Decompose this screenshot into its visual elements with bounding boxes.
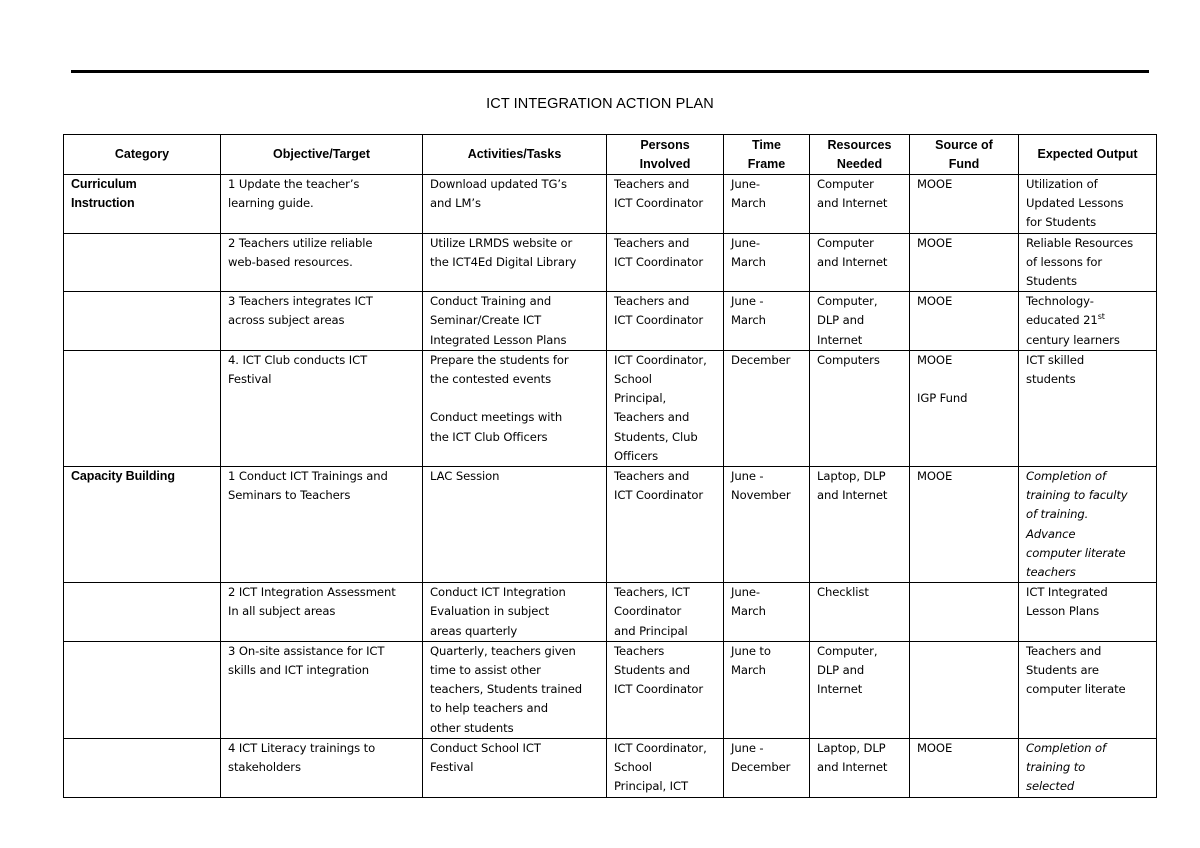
cell-text: the ICT Club Officers (430, 429, 548, 444)
cell-text: Principal, (614, 391, 667, 406)
cell-text: 4. ICT Club conducts ICT (228, 352, 368, 367)
cell-text: Laptop, DLP (817, 469, 886, 484)
cell-category (64, 467, 221, 583)
cell-text: Teachers (614, 643, 665, 658)
cell-text: December (731, 352, 791, 367)
cell-activities (423, 175, 607, 234)
cell-fund (910, 738, 1019, 797)
cell-text: Teachers and (1026, 643, 1102, 658)
cell-text: MOOE (917, 469, 953, 484)
cell-activities (423, 583, 607, 642)
cell-text: June to (731, 643, 771, 658)
cell-text: Students, Club (614, 429, 698, 444)
cell-objective (221, 292, 423, 351)
cell-text: 2 ICT Integration Assessment (228, 585, 396, 600)
cell-text: Download updated TG’s (430, 177, 567, 191)
header-output: Expected Output (1019, 135, 1157, 175)
cell-resources (810, 292, 910, 351)
cell-text: LAC Session (430, 469, 500, 484)
cell-text: time to assist other (430, 663, 541, 678)
cell-objective (221, 641, 423, 738)
cell-text: ICT Coordinator, (614, 352, 707, 367)
cell-text: teachers, Students trained (430, 682, 583, 697)
cell-text: Computer, (817, 294, 878, 309)
cell-text: Festival (430, 760, 474, 775)
cell-persons (607, 467, 724, 583)
cell-resources (810, 467, 910, 583)
cell-time (724, 175, 810, 234)
cell-text: other students (430, 720, 514, 735)
cell-text: ICT Coordinator (614, 682, 704, 697)
cell-activities (423, 292, 607, 351)
cell-output (1019, 738, 1157, 797)
cell-text: 1 Conduct ICT Trainings and (228, 469, 388, 484)
cell-time (724, 583, 810, 642)
cell-activities (423, 641, 607, 738)
cell-text: Utilization of (1026, 177, 1098, 191)
cell-text: Officers (614, 448, 659, 463)
cell-text: ICT skilled (1026, 352, 1085, 367)
cell-output (1019, 350, 1157, 466)
cell-text: Students are (1026, 663, 1099, 678)
cell-text: selected (1026, 779, 1075, 794)
header-time-frame: Time Frame (724, 135, 810, 175)
cell-text: ICT Coordinator (614, 488, 704, 503)
cell-output (1019, 233, 1157, 292)
cell-text: June - (731, 469, 764, 484)
cell-text: December (731, 760, 791, 775)
cell-text: Updated Lessons (1026, 196, 1124, 211)
cell-objective (221, 467, 423, 583)
cell-activities (423, 233, 607, 292)
header-category: Category (64, 135, 221, 175)
cell-text: for Students (1026, 215, 1097, 230)
cell-fund (910, 233, 1019, 292)
cell-objective (221, 738, 423, 797)
cell-persons (607, 175, 724, 234)
cell-text: Students and (614, 663, 690, 678)
cell-text: MOOE (917, 235, 953, 250)
cell-text: across subject areas (228, 313, 345, 328)
cell-text: June- (731, 235, 760, 250)
cell-text: Conduct meetings with (430, 410, 563, 425)
cell-text: the ICT4Ed Digital Library (430, 254, 577, 269)
table-row (64, 350, 1157, 466)
cell-text: Conduct ICT Integration (430, 585, 566, 600)
cell-text: Technology- (1026, 294, 1094, 309)
cell-time (724, 641, 810, 738)
cell-text: ICT Coordinator (614, 254, 704, 269)
table-row (64, 233, 1157, 292)
cell-text: and Internet (817, 760, 888, 775)
cell-time (724, 350, 810, 466)
cell-persons (607, 233, 724, 292)
cell-time (724, 467, 810, 583)
cell-text: March (731, 604, 766, 619)
cell-text: DLP and (817, 313, 865, 328)
cell-text: learning guide. (228, 196, 314, 211)
cell-text: March (731, 196, 766, 211)
cell-text: Teachers and (614, 294, 690, 309)
cell-resources (810, 175, 910, 234)
cell-text: skills and ICT integration (228, 663, 370, 678)
cell-text: Advance (1026, 526, 1076, 541)
cell-text: Reliable Resources (1026, 235, 1134, 250)
cell-text: Conduct School ICT (430, 740, 541, 755)
cell-activities (423, 467, 607, 583)
cell-persons (607, 641, 724, 738)
cell-text: Seminars to Teachers (228, 488, 351, 503)
cell-activities (423, 738, 607, 797)
cell-text: teachers (1026, 565, 1076, 580)
cell-text: Computer (817, 235, 874, 250)
cell-output (1019, 175, 1157, 234)
cell-category (64, 292, 221, 351)
cell-output (1019, 467, 1157, 583)
cell-text: areas quarterly (430, 623, 518, 638)
cell-resources (810, 233, 910, 292)
cell-fund (910, 292, 1019, 351)
cell-fund (910, 175, 1019, 234)
cell-text: Evaluation in subject (430, 604, 550, 619)
cell-text: Curriculum (71, 177, 137, 191)
cell-objective (221, 175, 423, 234)
top-rule (71, 70, 1149, 73)
document-title: ICT INTEGRATION ACTION PLAN (486, 96, 714, 112)
cell-persons (607, 738, 724, 797)
cell-text: Completion of (1026, 740, 1106, 755)
cell-text: School (614, 372, 652, 387)
cell-fund (910, 350, 1019, 466)
cell-text: web-based resources. (228, 254, 353, 269)
header-resources: Resources Needed (810, 135, 910, 175)
cell-category (64, 738, 221, 797)
cell-category (64, 350, 221, 466)
cell-text: educated 21 (1026, 313, 1098, 328)
cell-text: and Internet (817, 488, 888, 503)
cell-text: Lesson Plans (1026, 604, 1100, 619)
cell-text: training to faculty (1026, 488, 1128, 503)
cell-text: computer literate (1026, 545, 1126, 560)
line-gap (917, 370, 1014, 389)
cell-persons (607, 583, 724, 642)
cell-time (724, 738, 810, 797)
cell-text: Checklist (817, 585, 869, 600)
cell-text: Teachers and (614, 410, 690, 425)
cell-text: March (731, 254, 766, 269)
cell-text: June- (731, 585, 760, 600)
header-objective: Objective/Target (221, 135, 423, 175)
cell-resources (810, 738, 910, 797)
cell-text: century learners (1026, 332, 1120, 347)
cell-text: June- (731, 177, 760, 191)
cell-time (724, 233, 810, 292)
table-row (64, 738, 1157, 797)
superscript-text: st (1097, 312, 1105, 322)
cell-text: ICT Coordinator, (614, 740, 707, 755)
cell-text: MOOE (917, 177, 953, 191)
cell-text: DLP and (817, 663, 865, 678)
cell-text: Utilize LRMDS website or (430, 235, 573, 250)
cell-text: Completion of (1026, 469, 1106, 484)
cell-text: Computers (817, 352, 880, 367)
cell-time (724, 292, 810, 351)
table-row (64, 292, 1157, 351)
cell-fund (910, 583, 1019, 642)
cell-resources (810, 641, 910, 738)
cell-text: and Internet (817, 254, 888, 269)
cell-text: Quarterly, teachers given (430, 643, 576, 658)
cell-output (1019, 583, 1157, 642)
cell-text: Prepare the students for (430, 352, 569, 367)
cell-text: Conduct Training and (430, 294, 552, 309)
header-fund: Source of Fund (910, 135, 1019, 175)
cell-fund (910, 641, 1019, 738)
cell-text: and Principal (614, 623, 688, 638)
cell-text: Computer, (817, 643, 878, 658)
cell-category (64, 233, 221, 292)
cell-text: 1 Update the teacher’s (228, 177, 360, 191)
cell-text: 3 Teachers integrates ICT (228, 294, 373, 309)
cell-text: of training. (1026, 507, 1089, 522)
cell-persons (607, 350, 724, 466)
cell-text: Teachers and (614, 177, 690, 191)
cell-text: Festival (228, 372, 272, 387)
cell-output (1019, 641, 1157, 738)
cell-text: March (731, 313, 766, 328)
cell-text: Teachers, ICT (614, 585, 690, 600)
cell-objective (221, 583, 423, 642)
table-row (64, 641, 1157, 738)
line-gap (430, 389, 602, 408)
table-row (64, 467, 1157, 583)
cell-text: MOOE (917, 294, 953, 309)
cell-text: Internet (817, 332, 863, 347)
cell-text: Seminar/Create ICT (430, 313, 542, 328)
cell-category (64, 583, 221, 642)
cell-text: June - (731, 294, 764, 309)
cell-objective (221, 233, 423, 292)
action-plan-table (63, 134, 1157, 798)
cell-text: Internet (817, 682, 863, 697)
cell-text: Laptop, DLP (817, 740, 886, 755)
cell-text: November (731, 488, 791, 503)
cell-text: Instruction (71, 196, 135, 211)
cell-text: of lessons for (1026, 254, 1103, 269)
cell-objective (221, 350, 423, 466)
header-activities: Activities/Tasks (423, 135, 607, 175)
cell-resources (810, 350, 910, 466)
cell-text: School (614, 760, 652, 775)
cell-persons (607, 292, 724, 351)
cell-category (64, 175, 221, 234)
cell-category (64, 641, 221, 738)
cell-text: 2 Teachers utilize reliable (228, 235, 373, 250)
cell-text: Teachers and (614, 469, 690, 484)
cell-text: 3 On-site assistance for ICT (228, 643, 385, 658)
cell-text: computer literate (1026, 682, 1126, 697)
cell-text: Coordinator (614, 604, 682, 619)
header-persons: Persons Involved (607, 135, 724, 175)
cell-text: Capacity Building (71, 469, 175, 484)
cell-text: ICT Integrated (1026, 585, 1108, 600)
cell-text: Principal, ICT (614, 779, 688, 794)
cell-text: Students (1026, 274, 1077, 289)
table-row (64, 583, 1157, 642)
cell-text: June - (731, 740, 764, 755)
cell-text: ICT Coordinator (614, 196, 704, 211)
cell-text: MOOE (917, 740, 953, 755)
cell-text: the contested events (430, 372, 552, 387)
cell-text: Integrated Lesson Plans (430, 332, 567, 347)
cell-text: IGP Fund (917, 391, 968, 406)
cell-text: MOOE (917, 352, 953, 367)
cell-text: Teachers and (614, 235, 690, 250)
cell-activities (423, 350, 607, 466)
cell-text: 4 ICT Literacy trainings to (228, 740, 376, 755)
cell-text: March (731, 663, 766, 678)
cell-text: ICT Coordinator (614, 313, 704, 328)
cell-resources (810, 583, 910, 642)
header-row (64, 135, 1157, 175)
cell-text: stakeholders (228, 760, 301, 775)
cell-text: students (1026, 372, 1076, 387)
table-body (64, 175, 1157, 798)
cell-text: training to (1026, 760, 1086, 775)
table-row (64, 175, 1157, 234)
cell-text: Computer (817, 177, 874, 191)
cell-text: and Internet (817, 196, 888, 211)
cell-text: and LM’s (430, 196, 481, 211)
cell-text: In all subject areas (228, 604, 336, 619)
cell-fund (910, 467, 1019, 583)
cell-output (1019, 292, 1157, 351)
cell-text: to help teachers and (430, 701, 549, 716)
